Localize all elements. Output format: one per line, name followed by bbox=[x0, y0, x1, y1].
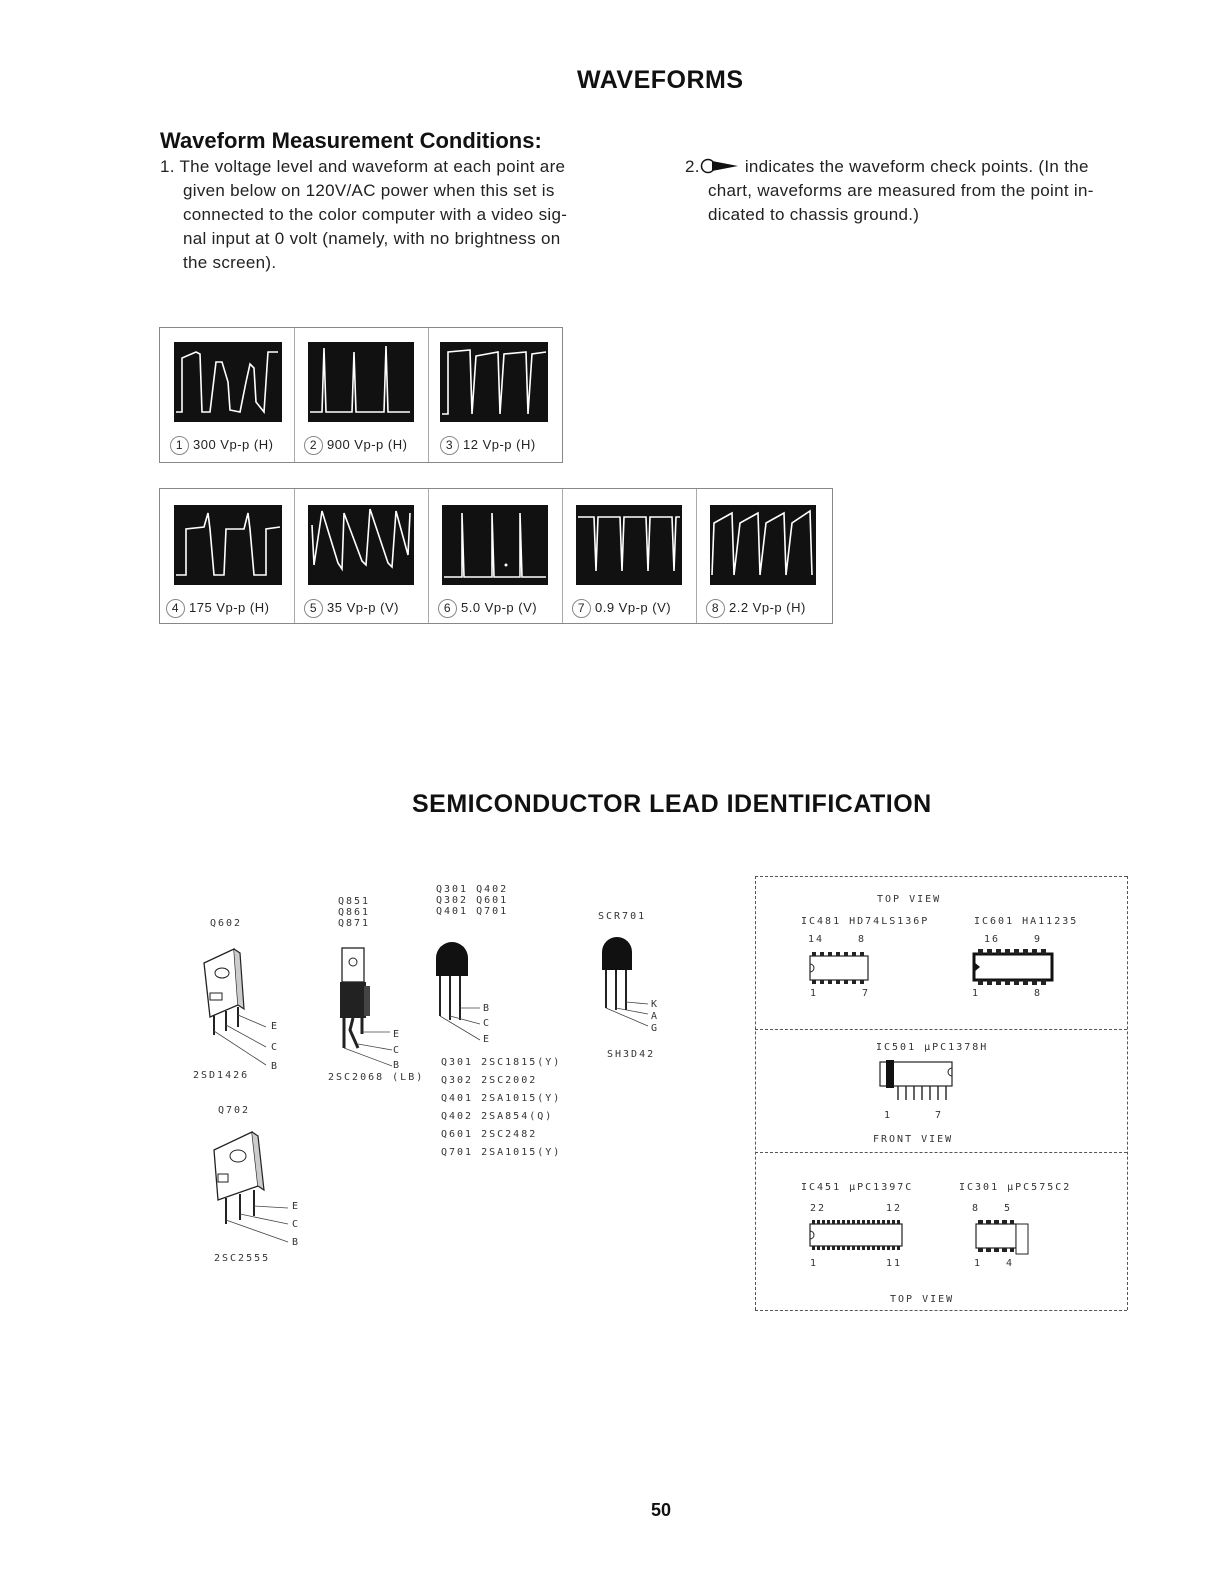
waveform-row-2 bbox=[159, 488, 833, 624]
pin-label: B bbox=[271, 1061, 280, 1072]
pin-label: B bbox=[483, 1003, 492, 1014]
ic451-label: IC451 µPC1397C bbox=[801, 1182, 914, 1193]
top-view-label: TOP VIEW bbox=[877, 894, 942, 905]
pin-label: B bbox=[393, 1060, 402, 1071]
waveform-cell bbox=[160, 328, 295, 462]
part-row: Q301 2SC1815(Y) bbox=[441, 1057, 562, 1068]
front-view-label: FRONT VIEW bbox=[873, 1134, 954, 1145]
waveform-screen bbox=[174, 505, 282, 585]
page-title: WAVEFORMS bbox=[577, 66, 744, 94]
waveform-cell bbox=[160, 489, 295, 623]
part-row: Q701 2SA1015(Y) bbox=[441, 1147, 562, 1158]
q851-part: 2SC2068 (LB) bbox=[328, 1072, 425, 1083]
waveform-caption: 8 2.2 Vp-p (H) bbox=[706, 599, 806, 618]
condition-1-line: the screen). bbox=[183, 253, 277, 272]
condition-1-line: 1. The voltage level and waveform at each point are bbox=[160, 157, 566, 176]
condition-1-line: nal input at 0 volt (namely, with no brightness on bbox=[183, 229, 561, 248]
q702-part: 2SC2555 bbox=[214, 1253, 271, 1264]
waveform-cell bbox=[428, 489, 563, 623]
scr701-part: SH3D42 bbox=[607, 1049, 656, 1060]
pin-label: E bbox=[483, 1034, 492, 1045]
page-number: 50 bbox=[651, 1500, 672, 1520]
scr701-ref: SCR701 bbox=[598, 911, 647, 922]
pin-number: 14 bbox=[808, 934, 825, 945]
top-view-label: TOP VIEW bbox=[890, 1294, 955, 1305]
condition-2-prefix: 2. bbox=[685, 157, 700, 176]
waveform-cell bbox=[562, 489, 697, 623]
ic501-label: IC501 µPC1378H bbox=[876, 1042, 989, 1053]
pin-number: 1 bbox=[810, 1258, 819, 1269]
pin-number: 9 bbox=[1034, 934, 1043, 945]
waveform-screen bbox=[442, 505, 548, 585]
q602-ref: Q602 bbox=[210, 918, 243, 929]
waveform-cell bbox=[428, 328, 562, 462]
q851-package-icon bbox=[336, 938, 416, 1073]
q702-ref: Q702 bbox=[218, 1105, 251, 1116]
pin-number: 7 bbox=[935, 1110, 944, 1121]
ic301-dip-icon bbox=[970, 1216, 1034, 1258]
condition-2 bbox=[685, 155, 1165, 227]
waveform-cell bbox=[696, 489, 830, 623]
condition-1-line: connected to the color computer with a video sig- bbox=[183, 205, 568, 224]
semiconductor-title: SEMICONDUCTOR LEAD IDENTIFICATION bbox=[412, 790, 932, 818]
condition-2-line: indicates the waveform check points. (In the bbox=[744, 157, 1089, 176]
waveform-cell bbox=[294, 489, 429, 623]
ic601-label: IC601 HA11235 bbox=[974, 916, 1079, 927]
waveform-screen bbox=[308, 342, 414, 422]
pin-number: 8 bbox=[972, 1203, 981, 1214]
conditions-heading: Waveform Measurement Conditions: bbox=[160, 128, 542, 153]
pin-number: 1 bbox=[810, 988, 819, 999]
pin-label: G bbox=[651, 1023, 660, 1034]
pin-number: 1 bbox=[884, 1110, 893, 1121]
pin-label: C bbox=[483, 1018, 492, 1029]
q602-part: 2SD1426 bbox=[193, 1070, 250, 1081]
waveform-screen bbox=[174, 342, 282, 422]
pin-number: 11 bbox=[886, 1258, 903, 1269]
q301-refs: Q301 Q402 Q302 Q601 Q401 Q701 bbox=[436, 884, 509, 917]
waveform-screen bbox=[308, 505, 414, 585]
pin-label: C bbox=[292, 1219, 301, 1230]
pin-number: 7 bbox=[862, 988, 871, 999]
ic481-dip-icon bbox=[804, 948, 874, 988]
pin-number: 22 bbox=[810, 1203, 827, 1214]
pin-number: 8 bbox=[1034, 988, 1043, 999]
waveform-row-1 bbox=[159, 327, 563, 463]
waveform-caption: 7 0.9 Vp-p (V) bbox=[572, 599, 671, 618]
waveform-screen bbox=[710, 505, 816, 585]
q301-package-icon bbox=[428, 936, 498, 1046]
part-row: Q302 2SC2002 bbox=[441, 1075, 538, 1086]
ic481-label: IC481 HD74LS136P bbox=[801, 916, 930, 927]
waveform-caption: 3 12 Vp-p (H) bbox=[440, 436, 536, 455]
check-point-arrow-icon bbox=[700, 158, 740, 174]
q301-part-list bbox=[441, 1054, 561, 1162]
pin-label: E bbox=[292, 1201, 301, 1212]
waveform-caption: 5 35 Vp-p (V) bbox=[304, 599, 399, 618]
pin-label: A bbox=[651, 1011, 660, 1022]
waveform-caption: 1 300 Vp-p (H) bbox=[170, 436, 273, 455]
part-row: Q401 2SA1015(Y) bbox=[441, 1093, 562, 1104]
waveform-caption: 4 175 Vp-p (H) bbox=[166, 599, 269, 618]
ic601-dip-icon bbox=[970, 946, 1056, 988]
condition-2-line: chart, waveforms are measured from the point in- bbox=[708, 181, 1094, 200]
waveform-cell bbox=[294, 328, 429, 462]
pin-label: C bbox=[393, 1045, 402, 1056]
pin-number: 12 bbox=[886, 1203, 903, 1214]
pin-label: C bbox=[271, 1042, 280, 1053]
condition-1-line: given below on 120V/AC power when this set is bbox=[183, 181, 555, 200]
ic451-dip-icon bbox=[806, 1216, 906, 1256]
pin-label: E bbox=[271, 1021, 280, 1032]
part-row: Q402 2SA854(Q) bbox=[441, 1111, 554, 1122]
pin-number: 16 bbox=[984, 934, 1001, 945]
condition-1 bbox=[160, 155, 640, 275]
pin-label: B bbox=[292, 1237, 301, 1248]
pin-number: 1 bbox=[974, 1258, 983, 1269]
pin-number: 4 bbox=[1006, 1258, 1015, 1269]
waveform-caption: 2 900 Vp-p (H) bbox=[304, 436, 407, 455]
waveform-screen bbox=[440, 342, 548, 422]
pin-label: E bbox=[393, 1029, 402, 1040]
waveform-screen bbox=[576, 505, 682, 585]
pin-number: 5 bbox=[1004, 1203, 1013, 1214]
pin-number: 1 bbox=[972, 988, 981, 999]
condition-2-line: dicated to chassis ground.) bbox=[708, 205, 920, 224]
pin-number: 8 bbox=[858, 934, 867, 945]
q851-refs: Q851 Q861 Q871 bbox=[338, 896, 371, 929]
part-row: Q601 2SC2482 bbox=[441, 1129, 538, 1140]
ic501-sip-icon bbox=[876, 1058, 956, 1108]
waveform-caption: 6 5.0 Vp-p (V) bbox=[438, 599, 537, 618]
q702-package-icon bbox=[208, 1124, 303, 1254]
pin-label: K bbox=[651, 999, 660, 1010]
ic301-label: IC301 µPC575C2 bbox=[959, 1182, 1072, 1193]
